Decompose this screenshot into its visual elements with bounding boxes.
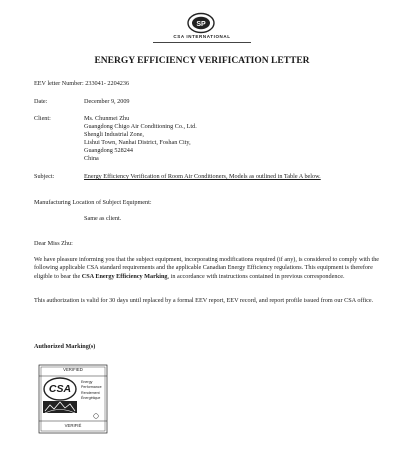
subject-label: Subject: <box>34 173 55 180</box>
verifie-text: VERIFIÉ <box>64 423 82 428</box>
client-line: Guangdong 528244 <box>84 147 133 154</box>
salutation: Dear Miss Zhu: <box>34 240 73 247</box>
mark-side-line: Énergétique <box>81 395 101 400</box>
subject-value: Energy Efficiency Verification of Room Air Conditioners, Models as outlined in Table A below. <box>84 173 321 180</box>
marking-name: CSA Energy Efficiency Marking <box>81 272 168 280</box>
mark-side-line: Energy <box>81 380 93 384</box>
date-label: Date: <box>34 98 48 105</box>
energy-efficiency-mark <box>38 361 108 439</box>
manufacturing-value: Same as client. <box>84 215 122 222</box>
authorized-marking-heading: Authorized Marking(s) <box>34 343 96 350</box>
client-line: Shengli Industrial Zone, <box>84 131 144 138</box>
body-text: , in accordance with instructions contained in previous correspondence. <box>167 272 345 280</box>
csa-logo-icon <box>186 12 216 34</box>
mark-side-line: Rendement <box>81 390 100 395</box>
mark-side-text <box>81 380 102 401</box>
manufacturing-label: Manufacturing Location of Subject Equipment: <box>34 199 152 206</box>
csa-mark-text: CSA <box>48 383 72 395</box>
body-paragraph-1 <box>34 256 380 281</box>
body-paragraph-2: This authorization is valid for 30 days until replaced by a formal EEV report, EEV record, and report profile issued from our CSA office. <box>34 297 374 304</box>
header-rule <box>153 42 251 43</box>
date-value: December 9, 2009 <box>84 98 130 105</box>
svg-text:SP: SP <box>196 20 206 28</box>
org-name: CSA INTERNATIONAL <box>173 34 231 39</box>
client-line: Lishui Town, Nanhai District, Foshan City, <box>84 139 191 146</box>
verified-text: VERIFIED <box>63 367 83 372</box>
client-line: Guangdong Chigo Air Conditioning Co., Ltd. <box>84 123 197 130</box>
body-text: We have pleasure informing you that the subject equipment, incorporating modifications required (if any), is considered to comply with the following applicable CSA standard requirements and the applicable Canadian Energy Efficiency regulations. This equipment is therefore eligible to bear the <box>34 256 380 280</box>
letter-title: ENERGY EFFICIENCY VERIFICATION LETTER <box>94 56 310 66</box>
client-line: China <box>84 155 99 162</box>
client-label: Client: <box>34 115 51 122</box>
client-line: Ms. Chunmei Zhu <box>84 115 130 122</box>
letter-number: EEV letter Number: 233041- 2204236 <box>34 80 130 87</box>
mark-side-line: Performance <box>81 385 102 390</box>
